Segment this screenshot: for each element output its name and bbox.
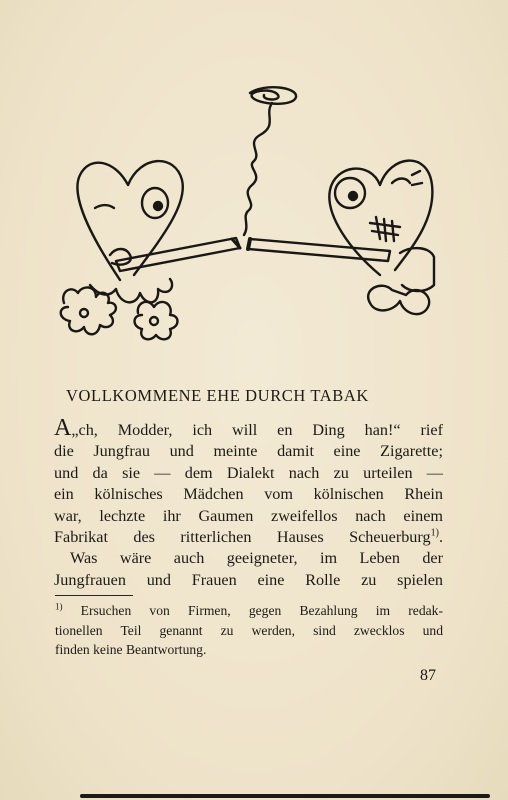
footnote-line: finden keine Beantwortung. [55, 642, 207, 657]
footnote-line: $^{1)}$ Ersuchen von Firmen, gegen Bezahlung im redak- [55, 601, 443, 618]
body-line: Fabrikat des ritterlichen Hauses Scheuerburg$^{1)}$. [54, 527, 443, 546]
footnote-line: tionellen Teil genannt zu werden, sind zwecklos und [55, 622, 443, 638]
scan-edge [80, 794, 490, 798]
body-line: war, lechzte ihr Gaumen zweifellos nach einem [54, 506, 443, 525]
body-line: A„ch, Modder, ich will en Ding han!“ rief [54, 415, 443, 441]
body-line: und da sie — dem Dialekt nach zu urteilen — [54, 463, 443, 482]
body-line: Jungfrauen und Frauen eine Rolle zu spielen [54, 570, 443, 589]
sentence-end: . [438, 527, 443, 546]
drop-cap: A [54, 415, 72, 441]
body-line: die Jungfrau und meinte damit eine Zigarette; [54, 442, 443, 461]
body-line: ein kölnisches Mädchen vom kölnischen Rhein [54, 485, 443, 504]
footnote-divider [55, 595, 133, 596]
article-heading: VOLLKOMMENE EHE DURCH TABAK [66, 386, 369, 405]
article-body [54, 415, 443, 591]
left-heart-icon [61, 161, 183, 339]
hearts-sharing-cigarette-illustration [50, 75, 450, 355]
footnote-mark: 1) [55, 601, 63, 612]
footnote-reference[interactable]: 1) [430, 527, 439, 539]
smoke-icon [244, 87, 296, 235]
footnote [55, 601, 443, 660]
body-line: Was wäre auch geeigneter, im Leben der [70, 549, 443, 568]
right-heart-icon [329, 161, 434, 315]
page-number: 87 [420, 667, 436, 684]
